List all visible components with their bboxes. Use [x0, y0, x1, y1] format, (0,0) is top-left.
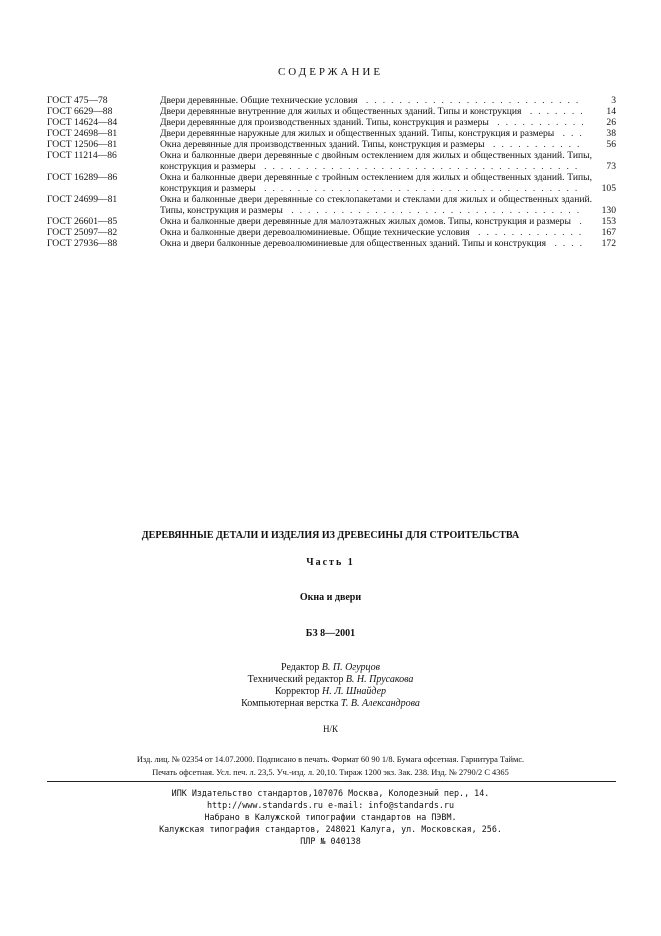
toc-page-number: 167: [601, 227, 616, 238]
publisher-line-3: Набрано в Калужской типографии стандартов на ПЭВМ.: [204, 812, 457, 822]
toc-dot-leader: ...........: [484, 139, 586, 150]
toc-page-number: 130: [601, 205, 616, 216]
toc-entry-title: [160, 117, 592, 128]
toc-entry-title: [160, 238, 592, 249]
toc-entry-title: [160, 227, 592, 238]
toc-entry-title: [160, 139, 592, 150]
toc-entry-title-text: Двери деревянные для производственных зданий. Типы, конструкция и размеры: [160, 117, 489, 128]
toc-entry: [47, 150, 616, 172]
publisher-line-1: ИПК Издательство стандартов,107076 Москва, Колодезный пер., 14.: [171, 788, 490, 798]
credit-role: Корректор: [274, 686, 320, 697]
toc-standard-code: ГОСТ 24699—81: [47, 194, 118, 205]
book-subtitle: Окна и двери: [299, 592, 362, 603]
toc-entry-title-text: Окна и балконные двери деревянные со стеклопакетами и стеклами для жилых и общественных зданий. Типы, конструкция и размеры: [160, 194, 592, 216]
toc-entry-title: [160, 106, 592, 117]
credit-person: В. П. Огурцов: [321, 662, 380, 673]
toc-entry-body: [160, 172, 616, 194]
toc-entry: [47, 216, 616, 227]
toc-standard-code: ГОСТ 14624—84: [47, 117, 118, 128]
imprint-line-1: Изд. лиц. № 02354 от 14.07.2000. Подписано в печать. Формат 60 90 1/8. Бумага офсетная. Гарнитура Таймс.: [136, 755, 525, 764]
bz-code: БЗ 8—2001: [305, 628, 356, 639]
toc-page-number: 56: [606, 139, 616, 150]
toc-entry-body: [160, 128, 616, 139]
toc-entry: [47, 117, 616, 128]
toc-standard-code: ГОСТ 6629—88: [47, 106, 113, 117]
table-of-contents: [47, 95, 616, 249]
toc-entry: [47, 95, 616, 106]
toc-standard-code: ГОСТ 26601—85: [47, 216, 118, 227]
credit-tech-editor: [0, 674, 661, 685]
toc-entry-body: [160, 106, 616, 117]
toc-page-number: 172: [601, 238, 616, 249]
toc-dot-leader: ...................................: [282, 205, 586, 216]
toc-dot-leader: ..........................: [357, 95, 585, 106]
toc-standard-code: ГОСТ 16289—86: [47, 172, 118, 183]
toc-entry-title: [160, 216, 592, 227]
toc-standard-code: ГОСТ 12506—81: [47, 139, 118, 150]
toc-entry: [47, 172, 616, 194]
toc-entry-title-text: Окна и балконные двери деревянные с двойным остеклением для жилых и общественных зданий. Типы, конструкция и размеры: [160, 150, 592, 172]
toc-entry-title-text: Окна деревянные для производственных зданий. Типы, конструкция и размеры: [160, 139, 485, 150]
credit-person: В. Н. Прусакова: [345, 674, 414, 685]
toc-entry-body: [160, 216, 616, 227]
toc-standard-code: ГОСТ 475—78: [47, 95, 108, 106]
toc-dot-leader: ...........: [488, 117, 590, 128]
toc-page-number: 14: [606, 106, 616, 117]
toc-entry-body: [160, 227, 616, 238]
toc-entry-title-text: Двери деревянные наружные для жилых и общественных зданий. Типы, конструкция и размеры: [160, 128, 555, 139]
imprint-line-2: Печать офсетная. Усл. печ. л. 23,5. Уч.-изд. л. 20,10. Тираж 1200 экз. Зак. 238. Изд. № 2790/2 С 4365: [152, 768, 509, 777]
credit-layout: [0, 698, 661, 709]
toc-entry-body: [160, 194, 616, 216]
toc-dot-leader: .: [570, 216, 588, 227]
toc-standard-code: ГОСТ 24698—81: [47, 128, 118, 139]
toc-dot-leader: .......: [521, 106, 589, 117]
toc-entry-title: [160, 150, 592, 172]
credit-role: Компьютерная верстка: [241, 698, 339, 709]
toc-entry-body: [160, 95, 616, 106]
credit-person: Т. В. Александрова: [340, 698, 420, 709]
toc-entry-title-text: Окна и балконные двери деревянные для малоэтажных жилых домов. Типы, конструкция и размеры: [160, 216, 571, 227]
toc-title: СОДЕРЖАНИЕ: [277, 66, 384, 78]
toc-entry-body: [160, 238, 616, 249]
toc-entry-body: [160, 117, 616, 128]
toc-entry-body: [160, 150, 616, 172]
credit-role: Редактор: [281, 662, 320, 673]
toc-dot-leader: ...: [554, 128, 588, 139]
credit-corrector: [0, 686, 661, 697]
toc-entry-title: [160, 128, 592, 139]
toc-entry: [47, 227, 616, 238]
credit-role: Технический редактор: [247, 674, 344, 685]
toc-dot-leader: ....: [546, 238, 589, 249]
toc-entry: [47, 106, 616, 117]
publisher-line-5: ПЛР № 040138: [300, 836, 361, 846]
toc-dot-leader: ......................................: [255, 183, 584, 194]
toc-dot-leader: .............: [469, 227, 588, 238]
toc-entry: [47, 128, 616, 139]
toc-page-number: 73: [606, 161, 616, 172]
toc-entry-body: [160, 139, 616, 150]
toc-entry-title: [160, 194, 592, 216]
toc-standard-code: ГОСТ 25097—82: [47, 227, 118, 238]
publisher-line-2: http://www.standards.ru e-mail: info@standards.ru: [206, 800, 455, 810]
toc-entry-title-text: Двери деревянные внутренние для жилых и общественных зданий. Типы и конструкция: [160, 106, 522, 117]
divider: [47, 781, 616, 782]
toc-entry-title-text: Окна и балконные двери деревоалюминиевые. Общие технические условия: [160, 227, 470, 238]
book-title: ДЕРЕВЯННЫЕ ДЕТАЛИ И ИЗДЕЛИЯ ИЗ ДРЕВЕСИНЫ ДЛЯ СТРОИТЕЛЬСТВА: [141, 530, 520, 541]
toc-standard-code: ГОСТ 11214—86: [47, 150, 117, 161]
toc-page-number: 105: [601, 183, 616, 194]
credit-editor: [0, 662, 661, 673]
toc-standard-code: ГОСТ 27936—88: [47, 238, 118, 249]
toc-entry-title-text: Двери деревянные. Общие технические условия: [160, 95, 358, 106]
publisher-line-4: Калужская типография стандартов, 248021 Калуга, ул. Московская, 256.: [159, 824, 502, 834]
part-label: Часть 1: [306, 557, 355, 568]
toc-page-number: 38: [606, 128, 616, 139]
toc-entry-title: [160, 95, 592, 106]
credit-person: Н. Л. Шнайдер: [322, 686, 387, 697]
toc-entry-title-text: Окна и балконные двери деревянные с тройным остеклением для жилых и общественных зданий. Типы, конструкция и размеры: [160, 172, 592, 194]
toc-entry: [47, 194, 616, 216]
toc-entry-title-text: Окна и двери балконные деревоалюминиевые для общественных зданий. Типы и конструкция: [160, 238, 547, 249]
toc-page-number: 26: [606, 117, 616, 128]
toc-page-number: 153: [601, 216, 616, 227]
toc-entry: [47, 238, 616, 249]
nk-mark: Н/К: [322, 724, 338, 734]
toc-entry: [47, 139, 616, 150]
toc-dot-leader: ......................................: [255, 161, 584, 172]
toc-entry-title: [160, 172, 592, 194]
toc-page-number: 3: [611, 95, 616, 106]
